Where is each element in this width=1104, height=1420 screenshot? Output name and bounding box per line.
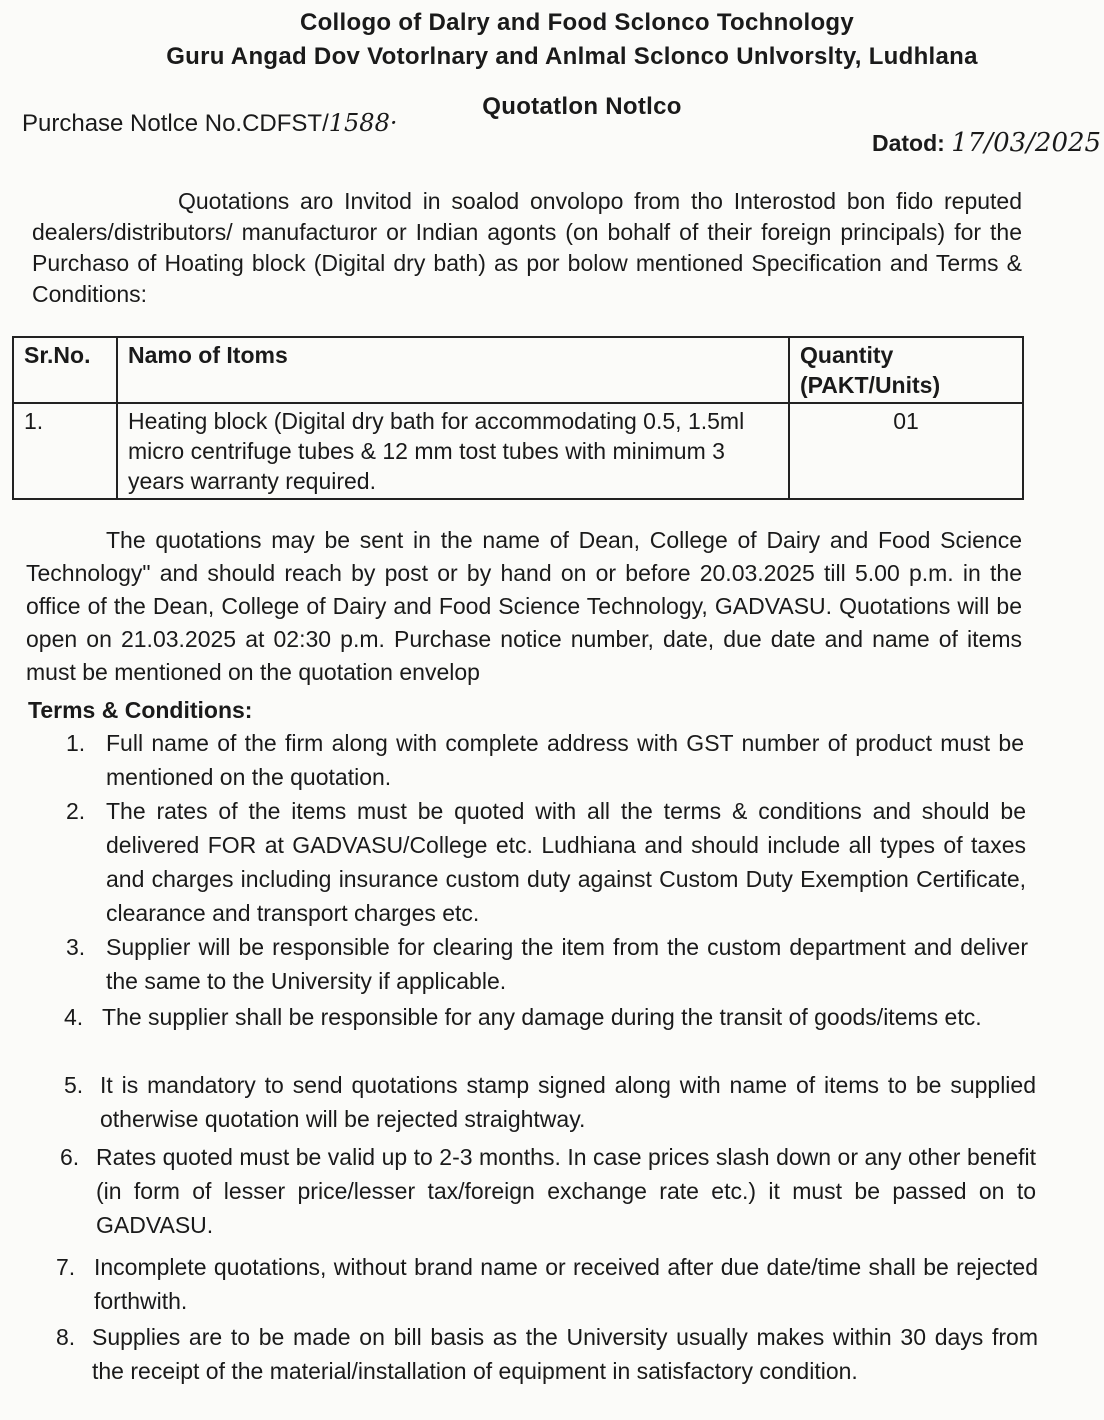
items-table [12,336,1024,500]
col-header-items: Namo of Itoms [117,337,789,403]
college-name-heading: Collogo of Dalry and Food Sclonco Tochnology [299,9,855,36]
dated-value: 17/03/2025 [951,128,1102,158]
term-number: 6. [60,1144,80,1170]
term-text: Supplies are to be made on bill basis as the University usually makes within 30 days from the receipt of the material/installation of equipment in satisfactory condition. [92,1324,1038,1384]
term-number: 8. [56,1324,76,1350]
col-header-quantity: Quantity (PAKT/Units) [789,337,1023,403]
submission-paragraph: The quotations may be sent in the name of Dean, College of Dairy and Food Science Technology" and should reach by post or by hand on or before 20.03.2025 till 5.00 p.m. in the office of the Dean, College of Dairy and Food Science Technology, GADVASU. Quotations will be open on 21.03.2025 at 02:30 p.m. Purchase notice number, date, due date and name of items must be mentioned on the quotation envelop [26,527,1022,685]
term-text: It is mandatory to send quotations stamp signed along with name of items to be supplied otherwise quotation will be rejected straightway. [100,1072,1036,1132]
dated-label: Datod: [872,130,945,156]
row-quantity: 01 [789,403,1023,499]
col-header-srno: Sr.No. [13,337,117,403]
purchase-notice-label: Purchase Notlce No.CDFST/ [22,110,329,137]
table-header-row [13,337,1023,403]
purchase-notice-line [22,108,397,139]
row-item-name: Heating block (Digital dry bath for accommodating 0.5, 1.5ml micro centrifuge tubes & 12 mm tost tubes with minimum 3 years warranty required. [117,403,789,499]
terms-title: Terms & Conditions: [28,697,253,723]
term-number: 2. [66,798,86,824]
term-text: The supplier shall be responsible for any damage during the transit of goods/items etc. [102,1004,982,1030]
term-number: 3. [66,934,86,960]
row-srno: 1. [13,403,117,499]
term-number: 7. [56,1254,76,1280]
term-text: The rates of the items must be quoted with all the terms & conditions and should be delivered FOR at GADVASU/College etc. Ludhiana and should include all types of taxes and charges including insurance custom duty against Custom Duty Exemption Certificate, clearance and transport charges etc. [106,798,1026,926]
term-text: Incomplete quotations, without brand name or received after due date/time shall be rejected forthwith. [94,1254,1038,1314]
intro-paragraph: Quotations aro Invitod in soalod onvolopo from tho Interostod bon fido reputed dealers/distributors/ manufacturor or Indian agonts (on bohalf of their foreign principals) for the Purchaso of Hoating block (Digital dry bath) as por bolow mentioned Specification and Terms & Conditions: [32,188,1022,307]
notice-title: Quotatlon Notlco [482,93,682,120]
term-number: 5. [64,1072,84,1098]
purchase-notice-number: 1588· [328,109,398,137]
term-text: Full name of the firm along with complete address with GST number of product must be mentioned on the quotation. [106,730,1024,790]
term-text: Supplier will be responsible for clearing the item from the custom department and deliver the same to the University if applicable. [106,934,1028,994]
university-name-heading: Guru Angad Dov Votorlnary and Anlmal Sclonco Unlvorslty, Ludhlana [166,43,978,70]
dated-line [872,128,1101,158]
term-text: Rates quoted must be valid up to 2-3 months. In case prices slash down or any other benefit (in form of lesser price/lesser tax/foreign exchange rate etc.) it must be passed on to GADVASU. [96,1144,1036,1238]
term-number: 1. [66,730,86,756]
table-row [13,403,1023,499]
term-number: 4. [64,1004,84,1030]
